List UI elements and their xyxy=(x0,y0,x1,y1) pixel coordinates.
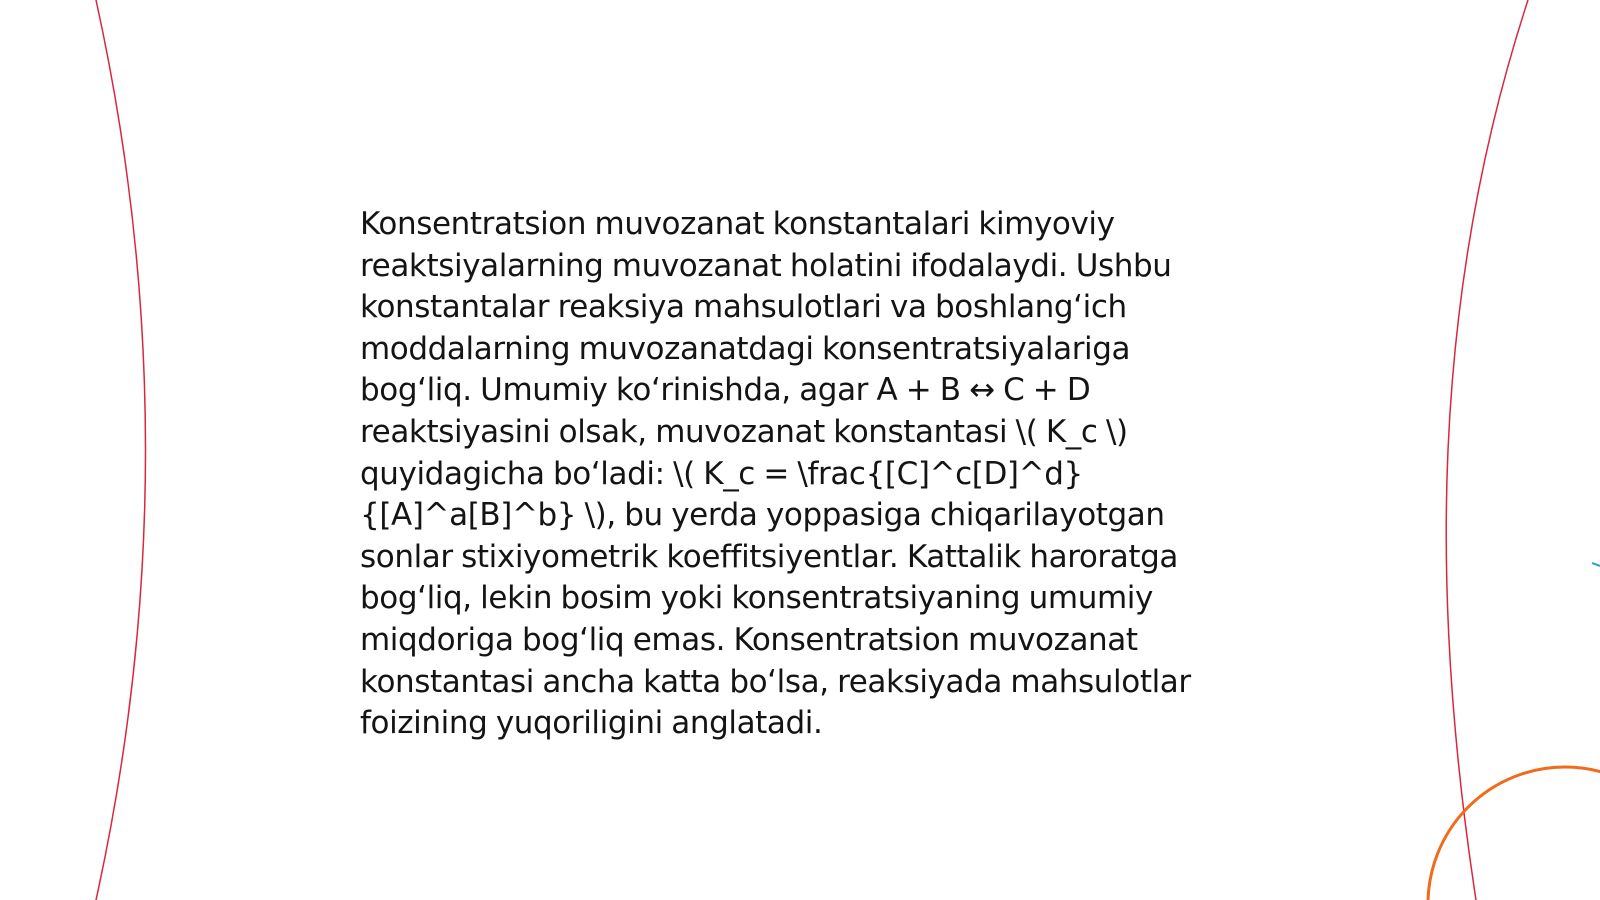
left-arc-line xyxy=(96,0,146,900)
body-text: Konsentratsion muvozanat konstantalari kimyoviy reaktsiyalarning muvozanat holatini ifodalaydi. Ushbu konstantalar reaksiya mahsulotlari va boshlang‘ich moddalarning muvozanatdagi konsentratsiyalariga bog‘liq. Umumiy ko‘rinishda, agar A + B ↔ C + D reaktsiyasini olsak, muvozanat konstantasi \( K_c \) quyidagicha bo‘ladi: \( K_c = \frac{[C]^c[D]^d}{[A]^a[B]^b} \), bu yerda yoppasiga chiqarilayotgan sonlar stixiyometrik koeffitsiyentlar. Kattalik haroratga bog‘liq, lekin bosim yoki konsentratsiyaning umumiy miqdoriga bog‘liq emas. Konsentratsion muvozanat konstantasi ancha katta bo‘lsa, reaksiyada mahsulotlar foizining yuqoriligini anglatadi. xyxy=(360,206,1191,742)
teal-accent-mark xyxy=(1592,563,1600,566)
orange-circle-outline xyxy=(1428,767,1600,900)
right-arc-line xyxy=(1446,0,1528,900)
